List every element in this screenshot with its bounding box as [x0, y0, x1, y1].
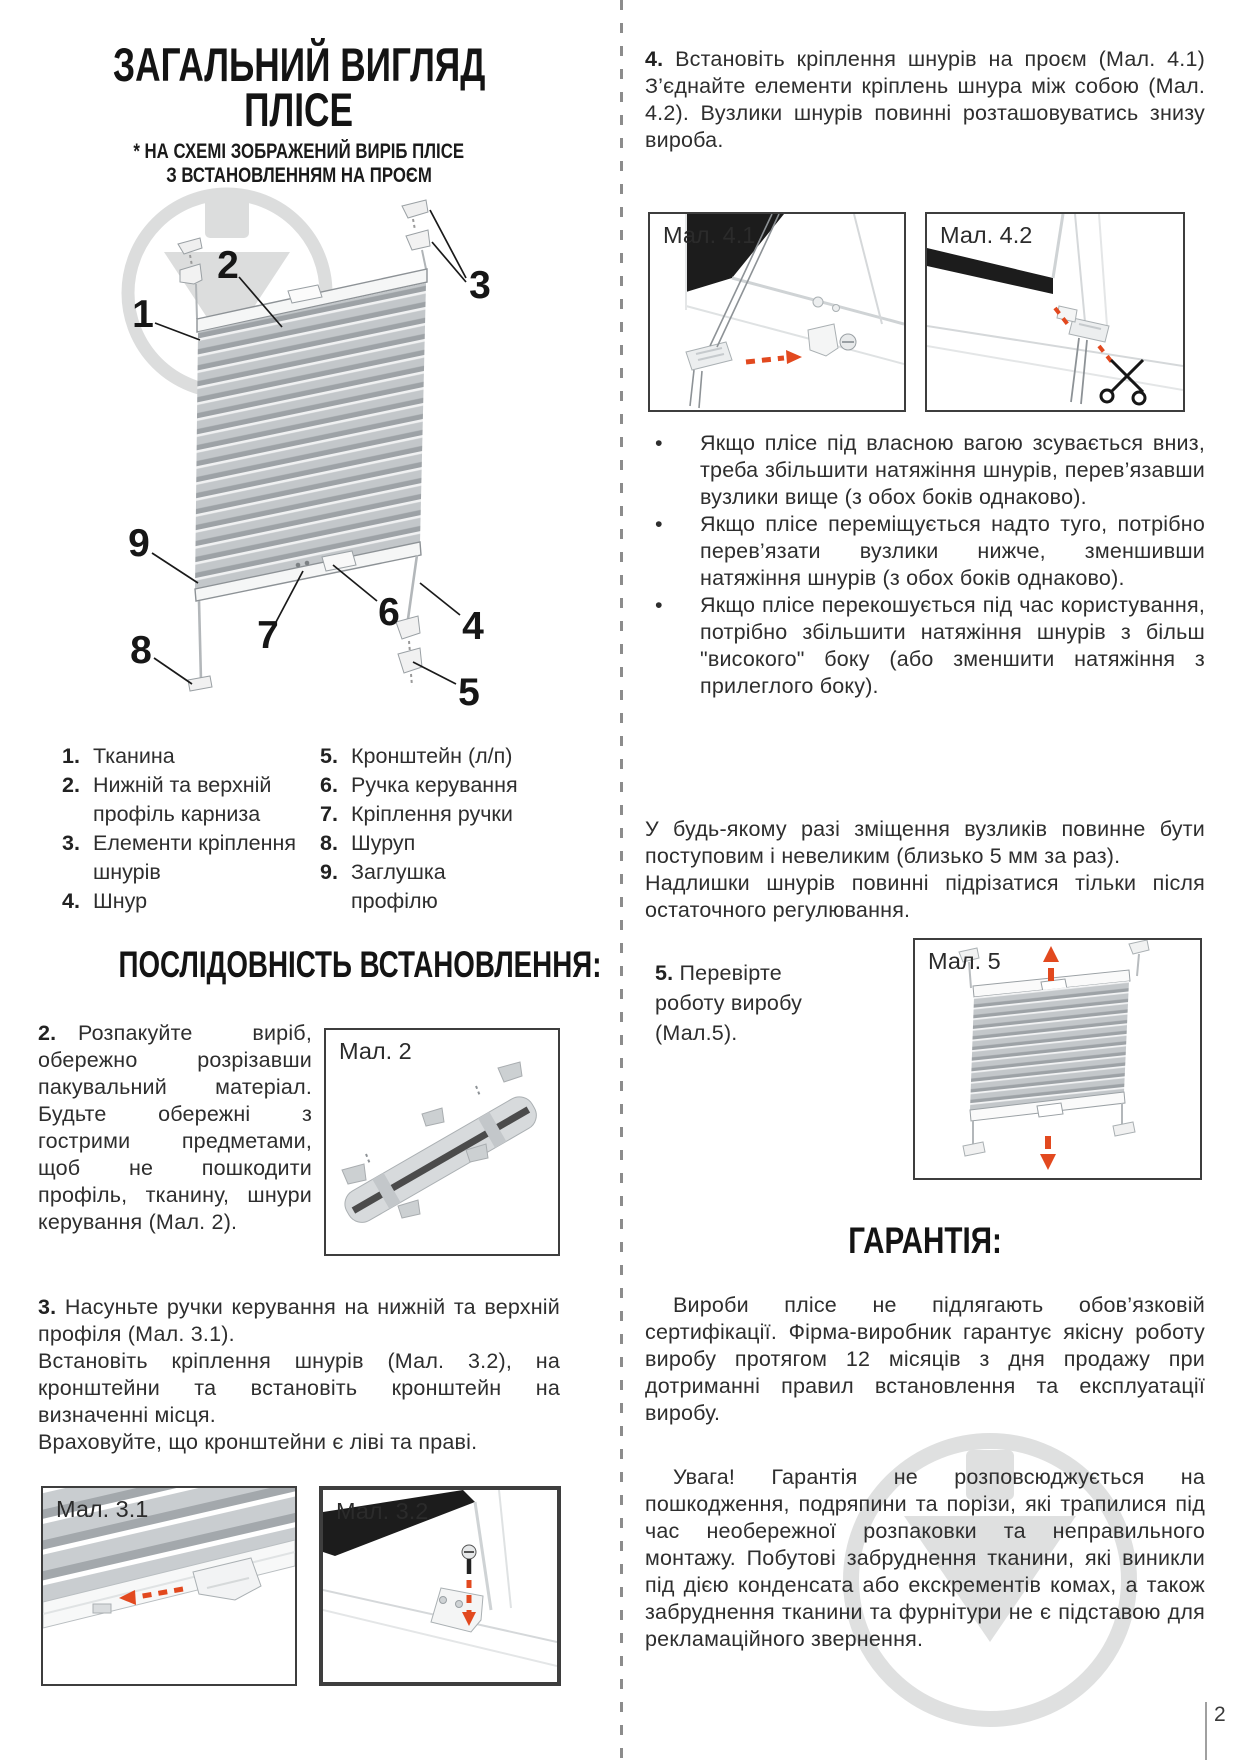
legend-num: 8. — [320, 831, 338, 855]
pleated-fabric — [195, 283, 426, 589]
step-number: 4. — [645, 47, 664, 71]
figure-row-3 — [41, 1486, 561, 1686]
legend-num: 9. — [320, 860, 338, 884]
bracket — [963, 1142, 985, 1156]
cord — [407, 555, 417, 626]
page-title-line1: ЗАГАЛЬНИЙ ВИГЛЯД — [112, 38, 486, 91]
pleated-fabric — [970, 981, 1129, 1110]
page-subtitle — [38, 140, 560, 188]
legend-text: Нижній та верхній профіль карниза — [93, 773, 272, 826]
callout-9: 9 — [128, 522, 150, 565]
page-subtitle-line1: * НА СХЕМІ ЗОБРАЖЕНИЙ ВИРІБ ПЛІСЕ — [133, 140, 465, 163]
right-bracket-lower — [398, 648, 422, 673]
figure-3-2 — [319, 1486, 561, 1686]
legend-item — [320, 829, 532, 858]
step-3-paragraph: Встановіть кріплення шнурів (Мал. 3.2), на кронштейни та встановіть кронштейн на визначенні місця. — [38, 1349, 560, 1427]
figure-2 — [324, 1028, 560, 1256]
handle-screw — [305, 561, 310, 566]
step-3-block — [38, 1294, 560, 1456]
cord-lock — [686, 342, 732, 370]
figure-3-1 — [41, 1486, 297, 1686]
warranty-title: ГАРАНТІЯ: — [848, 1220, 1002, 1261]
legend-item — [62, 887, 320, 916]
step-3-paragraph: 3. Насуньте ручки керування на нижній та верхній профіля (Мал. 3.1). — [38, 1295, 560, 1346]
top-left-bracket — [178, 238, 202, 319]
bracket-part — [398, 1200, 420, 1218]
legend-text: Кріплення ручки — [351, 802, 513, 826]
page-title-line2: ПЛІСЕ — [244, 83, 354, 136]
bullet-list — [645, 430, 1205, 700]
figure-4-1 — [648, 212, 906, 412]
screw-icon — [462, 1545, 476, 1574]
column-divider — [620, 0, 623, 1760]
bracket-part — [422, 1108, 444, 1126]
legend-num: 6. — [320, 773, 338, 797]
note-paragraph: Надлишки шнурів повинні підрізатися тільки після остаточного регулювання. — [645, 871, 1205, 922]
figure-label: Мал. 4.2 — [940, 222, 1033, 248]
warranty-paragraph: Увага! Гарантія не розповсюджується на пошкодження, подряпини та порізи, які трапилися під час необережної розпаковки та неправильного монтажу. Побутові забруднення тканини, які виникли під дією конденсата або екскрементів комах, а також забруднення тканини та фурнітури не є підставою для рекламаційного звернення. — [645, 1465, 1205, 1651]
callout-2: 2 — [217, 244, 239, 287]
note-block — [645, 816, 1205, 924]
page-title — [38, 38, 560, 136]
legend-num: 7. — [320, 802, 338, 826]
legend-item — [62, 829, 320, 887]
page-number-rule — [1205, 1702, 1207, 1760]
bullet-text: Якщо плісе переміщується надто туго, потрібно перев’язати вузлики нижче, зменшивши натяжіння шнурів (з обох боків однаково). — [700, 512, 1205, 590]
legend-item — [320, 800, 532, 829]
legend-text: Елементи кріплення шнурів — [93, 831, 296, 884]
down-arrow-icon — [1040, 1136, 1056, 1170]
rail-latch — [93, 1604, 111, 1613]
legend-item — [320, 742, 532, 771]
callout-6: 6 — [378, 591, 400, 634]
bullet-item — [645, 592, 1205, 700]
section-title: ПОСЛІДОВНІСТЬ ВСТАНОВЛЕННЯ: — [118, 944, 602, 985]
figure-4-2 — [925, 212, 1185, 412]
callout-5: 5 — [458, 671, 480, 707]
up-arrow-icon — [1043, 946, 1059, 981]
bracket-part — [342, 1164, 366, 1184]
legend-text: Шуруп — [351, 831, 416, 855]
step-number: 5. — [655, 961, 674, 985]
bracket — [431, 1588, 483, 1632]
warranty-paragraph: Вироби плісе не підлягають обов’язковій сертифікації. Фірма-виробник гарантує якісну роботу виробу протягом 12 місяців з дня продажу при дотриманні правил встановлення та експлуатації виробу. — [645, 1293, 1205, 1425]
figure-5-art — [915, 940, 1200, 1178]
legend-text: Тканина — [93, 744, 175, 768]
top-right-bracket — [402, 200, 430, 269]
figure-label: Мал. 3.1 — [56, 1496, 149, 1522]
note-paragraph: У будь-якому разі зміщення вузликів повинне бути поступовим і невеликим (близько 5 мм за раз). — [645, 817, 1205, 868]
step-2-paragraph: 2. Розпакуйте виріб, обережно розрізавши пакувальний матеріал. Будьте обережні з гострими предметами, щоб не пошкодити профіль, тканину, шнури керування (Мал. 2). — [38, 1021, 312, 1234]
bullet-text: Якщо плісе перекошується під час користування, потрібно збільшити натяжіння шнурів з більш "високого" боку (або зменшити натяжіння з прилеглого боку). — [700, 593, 1205, 698]
dashed-arrow-icon — [746, 350, 802, 364]
figure-label: Мал. 2 — [339, 1038, 412, 1064]
legend — [62, 742, 554, 916]
step-4-paragraph: 4. Встановіть кріплення шнурів на проєм (Мал. 4.1) З’єднайте елементи кріплень шнура між собою (Мал. 4.2). Вузлики шнурів повинні розташовуватись знизу вироба. — [645, 47, 1205, 152]
blinds-diagram — [60, 192, 560, 707]
figure-label: Мал. 3.2 — [336, 1498, 429, 1524]
callout-4: 4 — [462, 605, 484, 648]
legend-col-left — [62, 742, 320, 916]
legend-text: Ручка керування — [351, 773, 518, 797]
bullet-marker: • — [655, 431, 663, 455]
callout-8: 8 — [130, 629, 152, 672]
cord — [199, 601, 201, 681]
cord — [690, 370, 694, 406]
bracket — [1113, 1122, 1135, 1136]
figure-5 — [913, 938, 1202, 1180]
cord — [699, 371, 702, 408]
legend-text: Кронштейн (л/п) — [351, 744, 513, 768]
legend-num: 5. — [320, 744, 338, 768]
bullet-text: Якщо плісе під власною вагою зсувається вниз, треба збільшити натяжіння шнурів, перев’язавши вузлики вище (з обох боків однаково). — [700, 431, 1205, 509]
legend-num: 2. — [62, 773, 80, 797]
callout-3: 3 — [469, 264, 491, 307]
bullet-item — [645, 511, 1205, 592]
step-5-paragraph: 5. Перевірте роботу виробу (Мал.5). — [655, 961, 803, 1045]
bullet-item — [645, 430, 1205, 511]
legend-num: 4. — [62, 889, 80, 913]
bracket-part — [498, 1062, 522, 1082]
step-5-block — [655, 958, 885, 1048]
callout-7: 7 — [257, 614, 279, 657]
page-number: 2 — [1214, 1703, 1226, 1726]
callout-1: 1 — [132, 293, 154, 336]
legend-item — [62, 742, 320, 771]
step-2-row — [38, 1020, 560, 1256]
figure-row-4 — [648, 212, 1185, 412]
bullet-marker: • — [655, 593, 663, 617]
figure-label: Мал. 5 — [928, 948, 1001, 974]
legend-col-right — [320, 742, 532, 916]
step-3-paragraph: Враховуйте, що кронштейни є ліві та праві. — [38, 1430, 478, 1454]
bottom-handle — [1037, 1103, 1063, 1117]
step-number: 3. — [38, 1295, 57, 1319]
legend-item — [320, 858, 532, 916]
legend-item — [62, 771, 320, 829]
legend-num: 3. — [62, 831, 80, 855]
figure-label: Мал. 4.1 — [663, 222, 756, 248]
bracket — [1057, 306, 1077, 322]
bullet-marker: • — [655, 512, 663, 536]
legend-text: Заглушка профілю — [351, 860, 446, 913]
step-number: 2. — [38, 1021, 57, 1045]
legend-num: 1. — [62, 744, 80, 768]
page-subtitle-line2: З ВСТАНОВЛЕННЯМ НА ПРОЄМ — [166, 164, 432, 187]
handle-screw — [296, 563, 301, 568]
legend-text: Шнур — [93, 889, 148, 913]
legend-item — [320, 771, 532, 800]
